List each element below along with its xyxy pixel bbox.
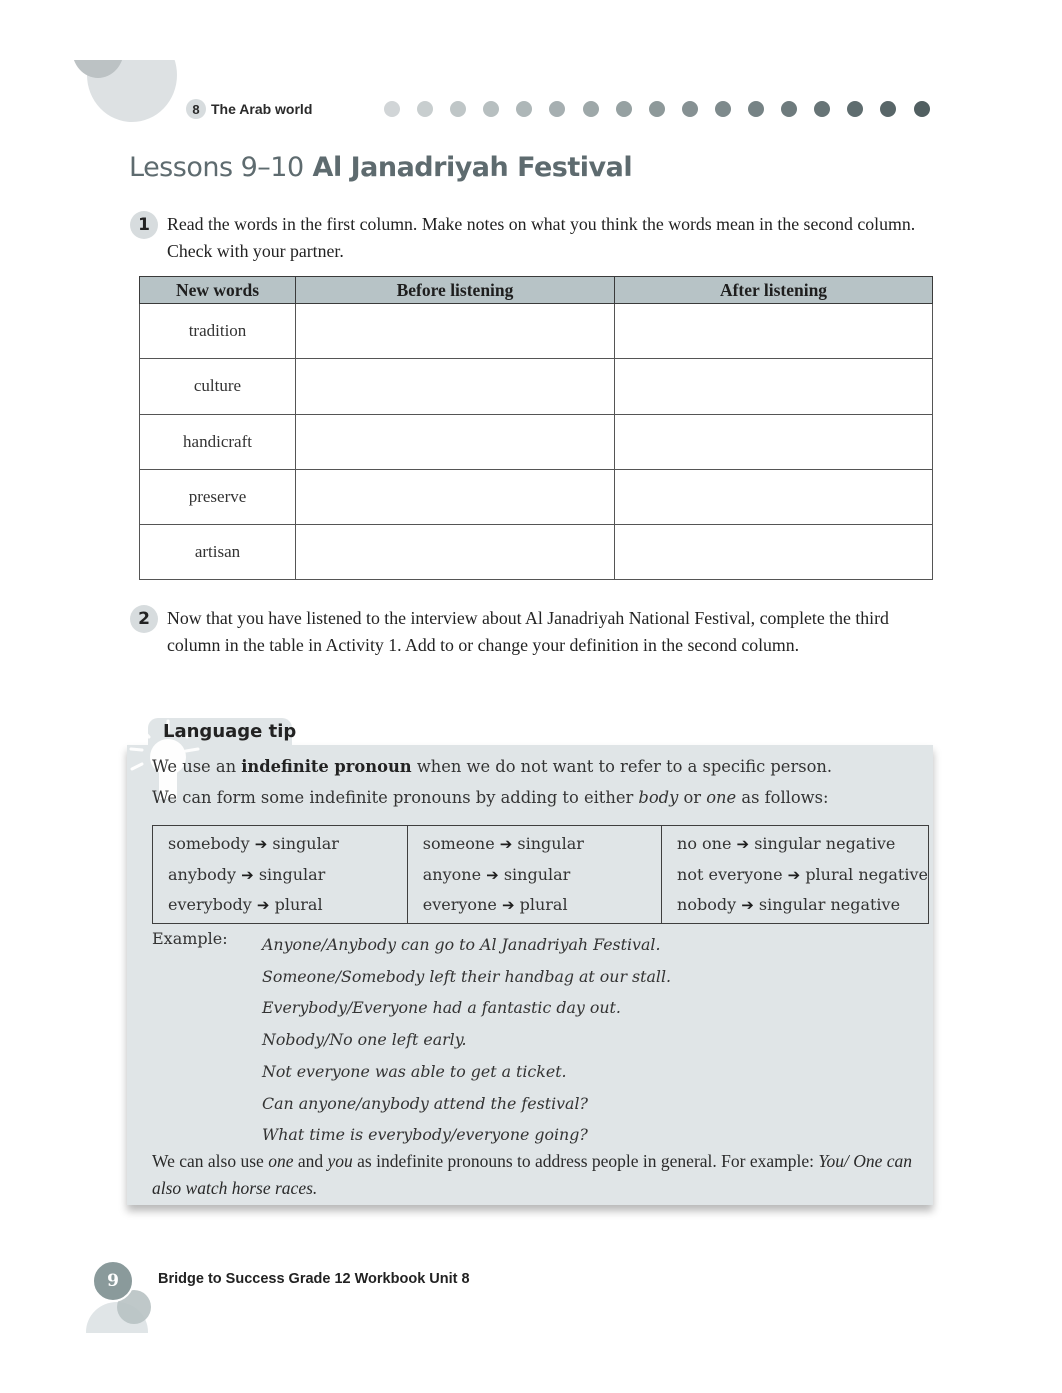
progress-dot [549, 101, 565, 117]
before-listening-cell[interactable] [296, 304, 615, 359]
column-header-after-listening: After listening [615, 277, 933, 304]
pronoun-table [152, 825, 929, 924]
tip-definition [152, 757, 832, 776]
arrow-right-icon: ➔ [256, 896, 270, 914]
progress-dot [748, 101, 764, 117]
table-header-row [140, 277, 933, 304]
progress-dot [483, 101, 499, 117]
pronoun-rule: somebody ➔ singular [168, 834, 339, 853]
after-listening-cell[interactable] [615, 359, 933, 414]
pronoun-rule: everyone ➔ plural [422, 895, 568, 914]
unit-title: The Arab world [211, 101, 313, 117]
word-cell: preserve [140, 469, 296, 524]
pronoun-column-one [407, 826, 661, 924]
vocabulary-table [139, 276, 933, 580]
text: and [297, 1151, 324, 1171]
example-sentence: Not everyone was able to get a ticket. [262, 1061, 567, 1081]
progress-dot [814, 101, 830, 117]
emphasis: you [327, 1151, 353, 1171]
activity-2 [130, 605, 930, 659]
decorative-mask [0, 0, 1062, 60]
arrow-right-icon: ➔ [254, 835, 268, 853]
progress-dot [516, 101, 532, 117]
pronoun-rule: everybody ➔ plural [168, 895, 323, 914]
tip-formation [152, 788, 828, 807]
decorative-mask [60, 1333, 180, 1393]
example-sentence: You/ One can also watch horse races. [152, 1151, 913, 1198]
before-listening-cell[interactable] [296, 525, 615, 580]
table-row [140, 469, 933, 524]
arrow-right-icon: ➔ [787, 865, 801, 884]
lesson-label: Lessons 9–10 [129, 152, 304, 183]
before-listening-cell[interactable] [296, 414, 615, 469]
text: We use an [152, 757, 237, 776]
word-cell: tradition [140, 304, 296, 359]
arrow-right-icon: ➔ [241, 865, 254, 884]
progress-dots [384, 101, 930, 117]
progress-dot [847, 101, 863, 117]
activity-number-badge: 2 [130, 605, 158, 633]
text: or [683, 788, 702, 807]
after-listening-cell[interactable] [615, 525, 933, 580]
pronoun-rule: no one ➔ singular negative [677, 834, 896, 853]
word-cell: artisan [140, 525, 296, 580]
example-sentence: What time is everybody/everyone going? [262, 1125, 588, 1145]
progress-dot [715, 101, 731, 117]
word-cell: culture [140, 359, 296, 414]
progress-dot [781, 101, 797, 117]
arrow-right-icon: ➔ [499, 835, 513, 853]
table-row [140, 359, 933, 414]
after-listening-cell[interactable] [615, 304, 933, 359]
table-row [140, 414, 933, 469]
progress-dot [914, 101, 930, 117]
book-title: Bridge to Success Grade 12 Workbook Unit 8 [158, 1271, 470, 1287]
text: as follows: [741, 788, 829, 807]
column-header-new-words: New words [140, 277, 296, 304]
emphasis: one [268, 1151, 294, 1171]
pronoun-column-negative [662, 826, 929, 924]
text: as indefinite pronouns to address people in general. For example: [357, 1151, 814, 1171]
activity-1-instructions: Read the words in the first column. Make notes on what you think the words mean in the second column. Check with your partner. [167, 214, 916, 261]
text: We can form some indefinite pronouns by adding to either [152, 788, 634, 807]
arrow-right-icon: ➔ [736, 835, 750, 853]
progress-dot [880, 101, 896, 117]
lesson-name: Al Janadriyah Festival [312, 152, 633, 183]
pronoun-rule: anyone ➔ singular [422, 864, 571, 884]
activity-2-instructions: Now that you have listened to the interview about Al Janadriyah National Festival, complete the third column in the table in Activity 1. Add to or change your definition in the second column. [167, 608, 889, 655]
page-title [129, 152, 632, 183]
progress-dot [384, 101, 400, 117]
emphasis: one [706, 788, 737, 807]
after-listening-cell[interactable] [615, 469, 933, 524]
progress-dot [417, 101, 433, 117]
table-row [140, 304, 933, 359]
pronoun-rule: anybody ➔ singular [168, 864, 326, 884]
example-sentence: Nobody/No one left early. [262, 1030, 467, 1050]
activity-number-badge: 1 [130, 211, 158, 239]
page-number: 9 [92, 1260, 134, 1302]
pronoun-rule: nobody ➔ singular negative [677, 895, 901, 914]
pronoun-column-body [153, 826, 408, 924]
unit-number-badge: 8 [186, 99, 206, 119]
example-sentence: Anyone/Anybody can go to Al Janadriyah Festival. [262, 935, 661, 954]
pronoun-rule: not everyone ➔ plural negative [677, 864, 928, 884]
arrow-right-icon: ➔ [486, 865, 499, 884]
bold-term: indefinite pronoun [241, 757, 412, 776]
example-list [262, 929, 671, 1151]
arrow-right-icon: ➔ [741, 896, 754, 914]
progress-dot [682, 101, 698, 117]
text: We can also use [152, 1151, 264, 1171]
example-sentence: Everybody/Everyone had a fantastic day out. [262, 998, 621, 1018]
arrow-right-icon: ➔ [501, 896, 515, 914]
before-listening-cell[interactable] [296, 359, 615, 414]
after-listening-cell[interactable] [615, 414, 933, 469]
progress-dot [583, 101, 599, 117]
text: when we do not want to refer to a specific person. [416, 757, 833, 776]
example-sentence: Someone/Somebody left their handbag at our stall. [262, 966, 672, 986]
activity-1 [130, 211, 930, 265]
progress-dot [616, 101, 632, 117]
emphasis: body [638, 788, 679, 807]
progress-dot [450, 101, 466, 117]
example-label: Example: [152, 929, 228, 948]
unit-header [186, 99, 312, 119]
before-listening-cell[interactable] [296, 469, 615, 524]
column-header-before-listening: Before listening [296, 277, 615, 304]
tip-final-note [152, 1148, 924, 1202]
example-sentence: Can anyone/anybody attend the festival? [262, 1093, 588, 1113]
table-row [140, 525, 933, 580]
word-cell: handicraft [140, 414, 296, 469]
pronoun-rule: someone ➔ singular [422, 834, 584, 853]
progress-dot [649, 101, 665, 117]
language-tip-title: Language tip [163, 721, 297, 742]
